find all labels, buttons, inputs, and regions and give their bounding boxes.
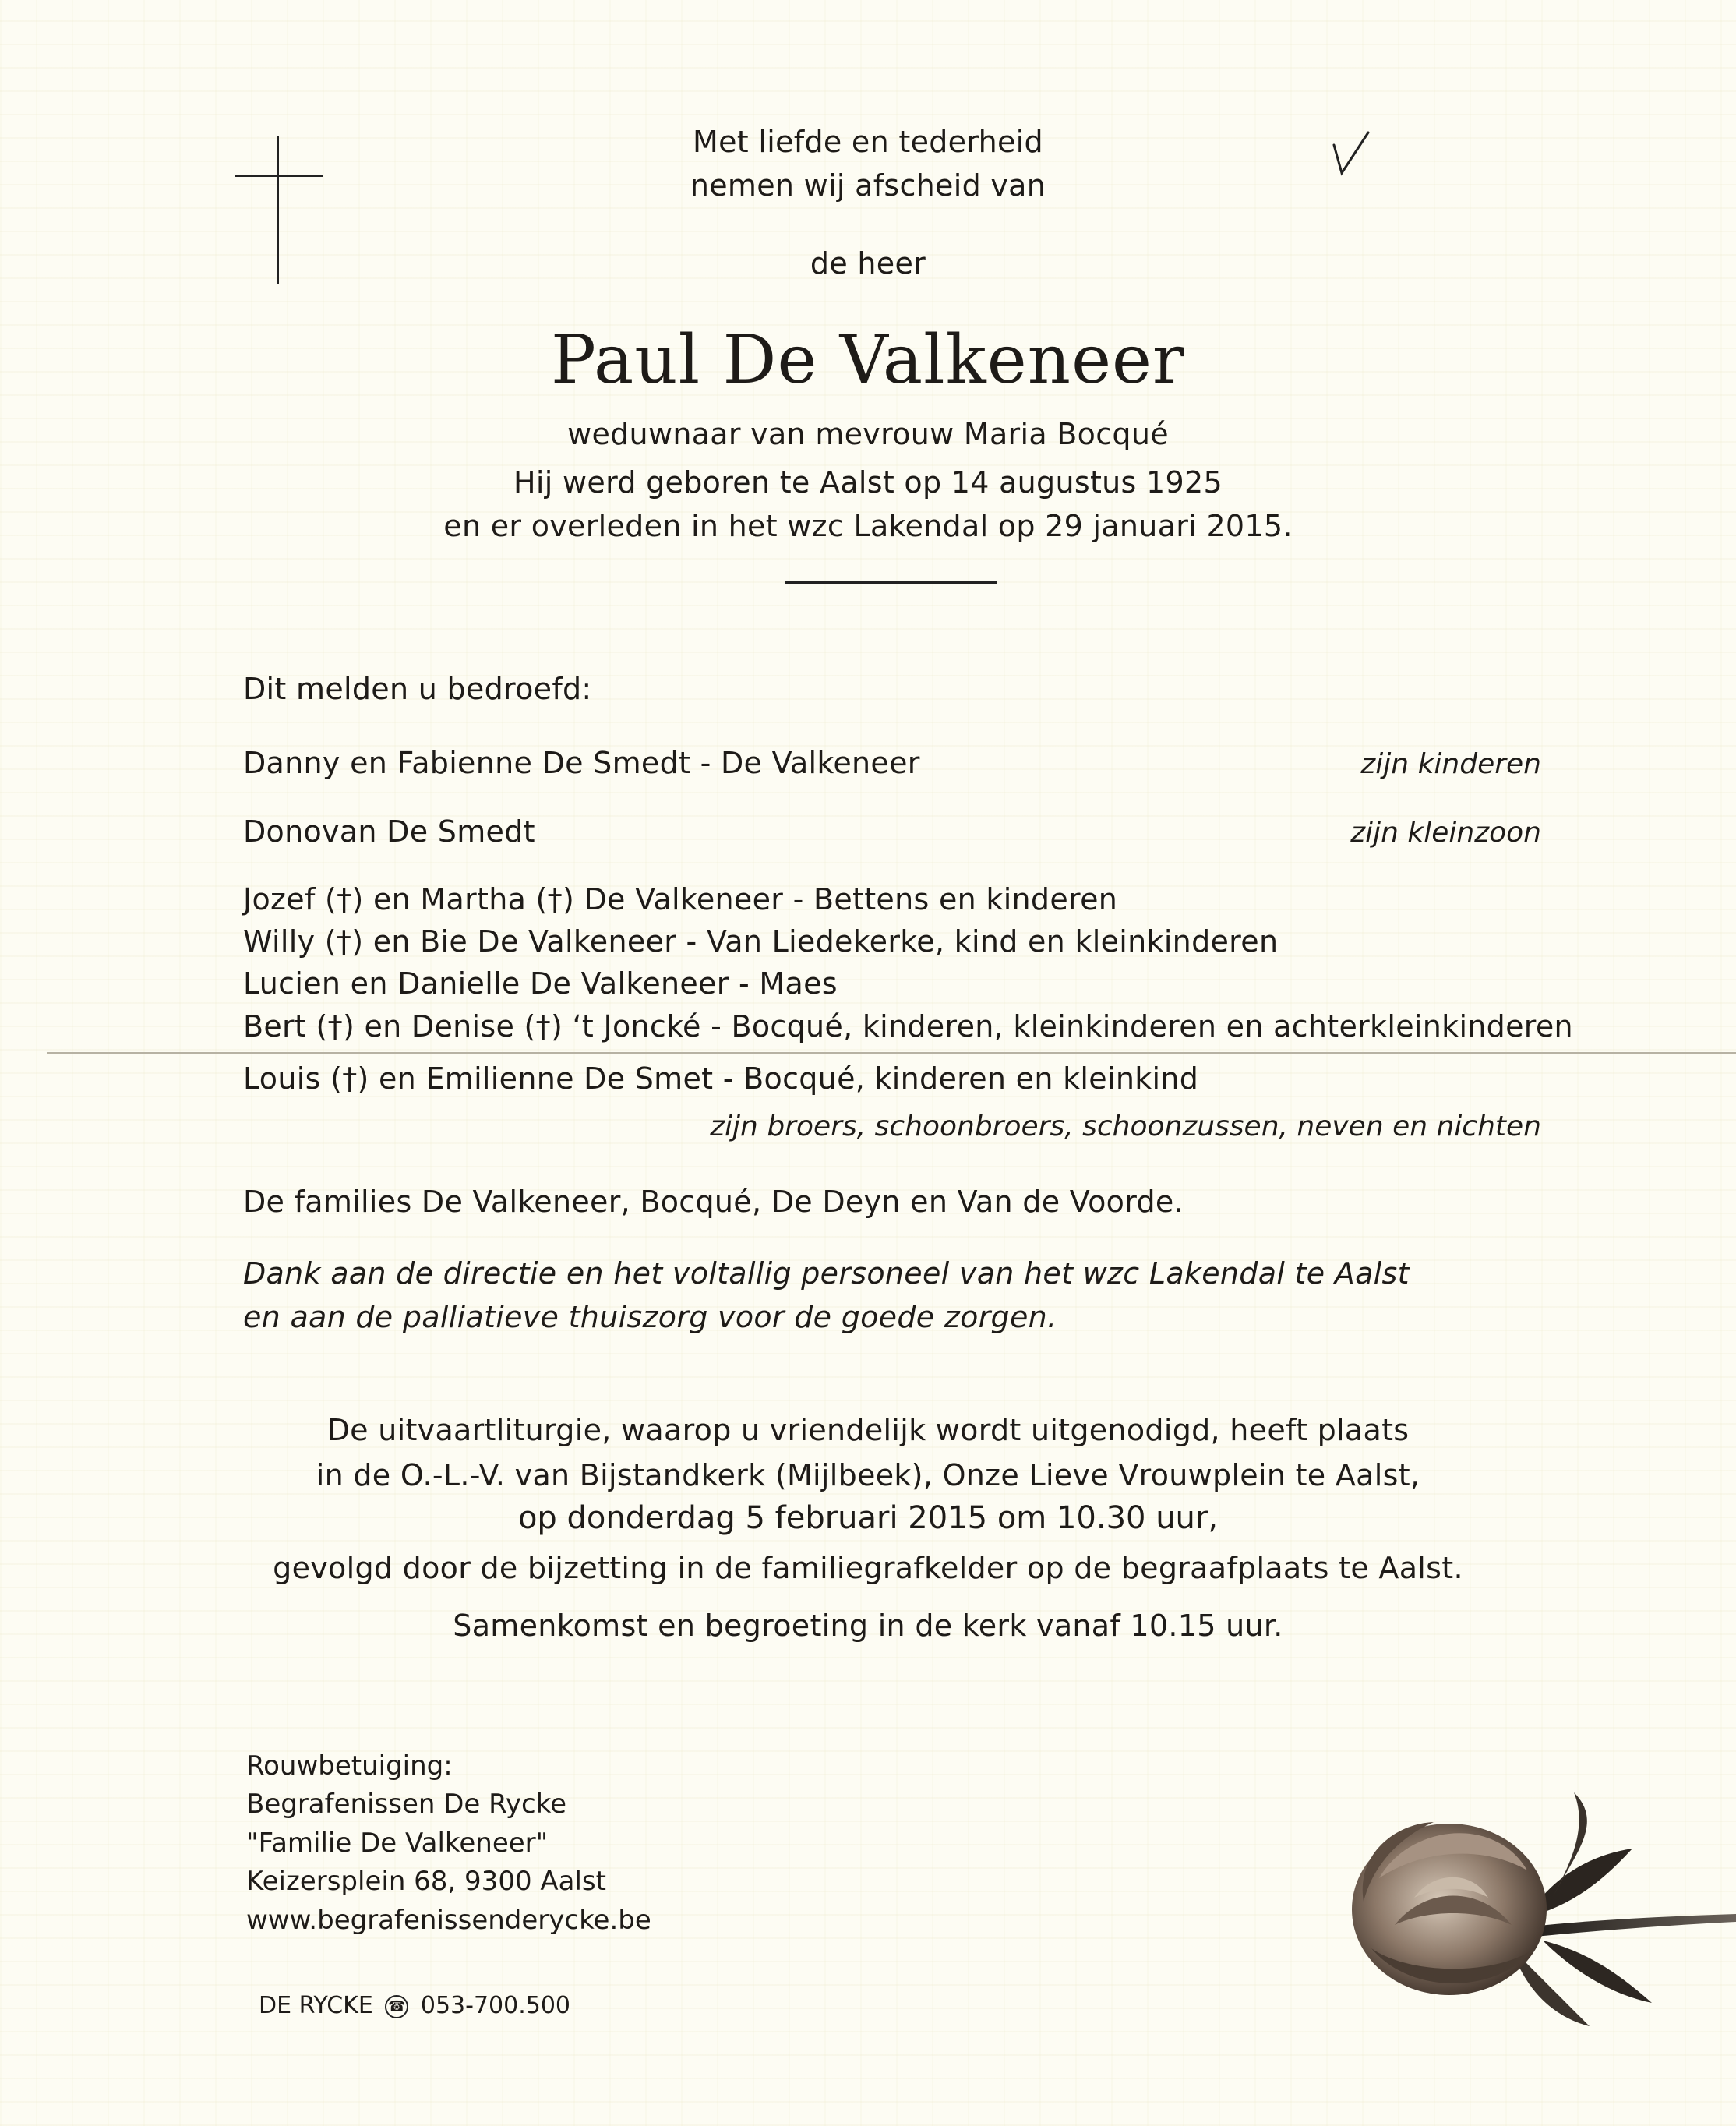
deceased-name: Paul De Valkeneer [551, 321, 1185, 399]
footer [259, 1992, 570, 2019]
footer-brand: DE RYCKE [259, 1992, 373, 2019]
funeral-line-4: gevolgd door de bijzetting in de familiegrafkelder op de begraafplaats te Aalst. [273, 1551, 1463, 1585]
families-line: De families De Valkeneer, Bocqué, De Deyn en Van de Voorde. [243, 1185, 1184, 1219]
thanks-line-2: en aan de palliatieve thuiszorg voor de goede zorgen. [243, 1300, 1057, 1334]
rose-image [1278, 1761, 1736, 2034]
funeral-line-5: Samenkomst en begroeting in de kerk vanaf 10.15 uur. [453, 1609, 1283, 1643]
siblings-relation: zijn broers, schoonbroers, schoonzussen, neven en nichten [710, 1111, 1541, 1142]
fold-line [47, 1052, 1736, 1054]
condolences-family: "Familie De Valkeneer" [246, 1828, 549, 1859]
condolences-address: Keizersplein 68, 9300 Aalst [246, 1866, 606, 1897]
thanks-line-1: Dank aan de directie en het voltallig personeel van het wzc Lakendal te Aalst [243, 1256, 1410, 1291]
divider [785, 581, 997, 584]
deceased-died: en er overleden in het wzc Lakendal op 29 januari 2015. [443, 509, 1293, 543]
phone-icon: ☎ [385, 1995, 408, 2018]
funeral-line-1: De uitvaartliturgie, waarop u vriendelijk wordt uitgenodigd, heeft plaats [326, 1413, 1410, 1447]
footer-phone: 053-700.500 [420, 1992, 571, 2019]
deceased-born: Hij werd geboren te Aalst op 14 augustus 1925 [513, 465, 1223, 500]
condolences-label: Rouwbetuiging: [246, 1750, 453, 1782]
sibling-line: Bert (†) en Denise (†) ‘t Joncké - Bocqué, kinderen, kleinkinderen en achterkleinkinderen [243, 1009, 1573, 1044]
sibling-line: Louis (†) en Emilienne De Smet - Bocqué, kinderen en kleinkind [243, 1061, 1199, 1096]
condolences-company: Begrafenissen De Rycke [246, 1789, 567, 1820]
header-title: de heer [810, 246, 926, 281]
funeral-line-2: in de O.-L.-V. van Bijstandkerk (Mijlbeek), Onze Lieve Vrouwplein te Aalst, [316, 1458, 1420, 1492]
header-line-1: Met liefde en tederheid [693, 125, 1043, 159]
children-relation: zijn kinderen [1360, 748, 1541, 780]
sibling-line: Willy (†) en Bie De Valkeneer - Van Liedekerke, kind en kleinkinderen [243, 924, 1279, 959]
sibling-line: Jozef (†) en Martha (†) De Valkeneer - Bettens en kinderen [243, 882, 1118, 916]
announcers-intro: Dit melden u bedroefd: [243, 672, 592, 706]
grandson-relation: zijn kleinzoon [1350, 817, 1541, 849]
children-names: Danny en Fabienne De Smedt - De Valkeneer [243, 746, 920, 780]
sibling-line: Lucien en Danielle De Valkeneer - Maes [243, 966, 838, 1001]
header-line-2: nemen wij afscheid van [690, 168, 1046, 203]
deceased-spouse: weduwnaar van mevrouw Maria Bocqué [567, 417, 1169, 451]
condolences-website: www.begrafenissenderycke.be [246, 1905, 651, 1936]
funeral-date: op donderdag 5 februari 2015 om 10.30 uur, [517, 1500, 1219, 1536]
grandson-name: Donovan De Smedt [243, 814, 535, 849]
